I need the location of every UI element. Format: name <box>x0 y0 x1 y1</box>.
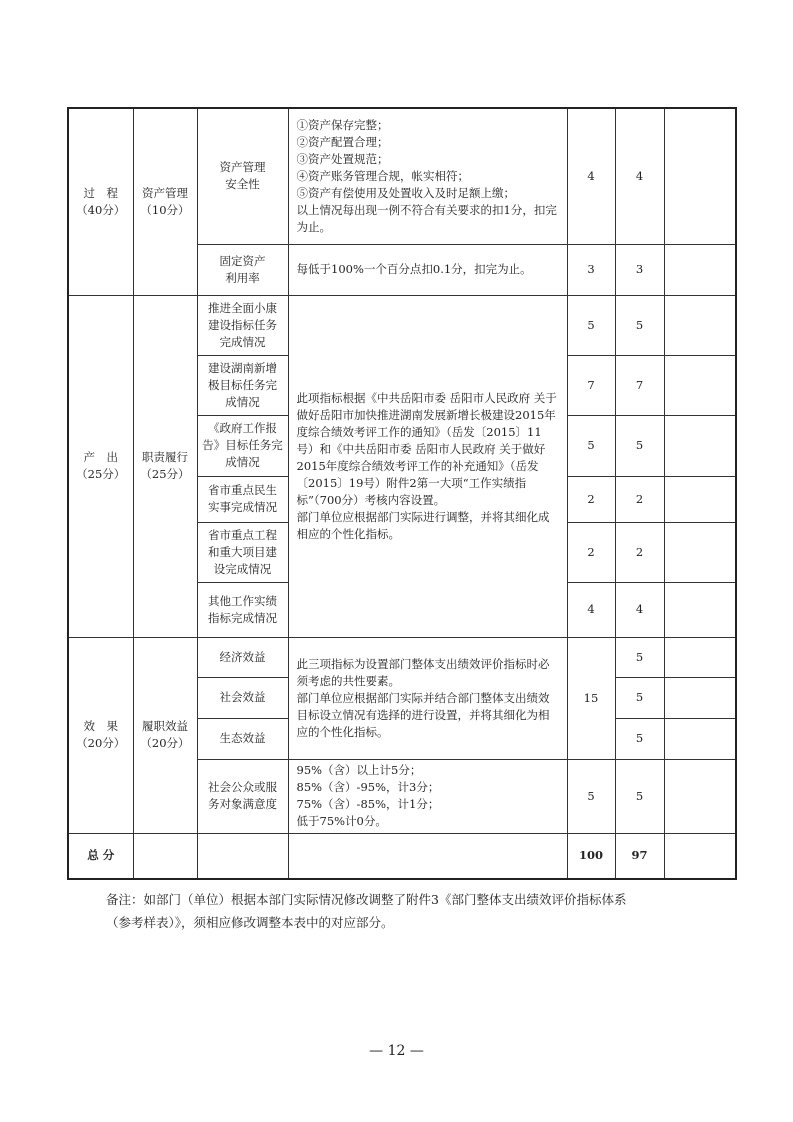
remark-cell <box>664 522 736 582</box>
evaluation-table <box>67 107 737 880</box>
score-cell: 15 <box>567 637 615 759</box>
criteria-cell: 每低于100%一个百分点扣0.1分，扣完为止。 <box>288 244 567 295</box>
got-cell: 2 <box>615 522 664 582</box>
remark-cell <box>664 833 736 879</box>
score-cell: 5 <box>567 415 615 476</box>
indicator-cell: 社会效益 <box>197 677 288 718</box>
score-cell: 3 <box>567 244 615 295</box>
level1-cell: 效 果 （20分） <box>68 637 133 833</box>
score-cell: 2 <box>567 476 615 522</box>
got-cell: 5 <box>615 718 664 759</box>
total-label: 总 分 <box>68 833 133 879</box>
indicator-cell: 固定资产 利用率 <box>197 244 288 295</box>
criteria-cell: 此项指标根据《中共岳阳市委 岳阳市人民政府 关于做好岳阳市加快推进湖南发展新增长极建设2015年度综合绩效考评工作的通知》（岳发〔2015〕11号）和《中共岳阳市委 岳阳市人民政府 关于做好2015年度综合绩效考评工作的补充通知》（岳发〔2015〕19号）附件2第一大项“工作实绩指标”（700分）考核内容设置。 部门单位应根据部门实际进行调整，并将其细化成相应的个性化指标。 <box>288 295 567 637</box>
score-cell: 5 <box>567 295 615 355</box>
got-cell: 7 <box>615 355 664 415</box>
empty-cell <box>197 833 288 879</box>
indicator-cell: 省市重点民生 实事完成情况 <box>197 476 288 522</box>
page-number: — 12 — <box>369 1043 424 1059</box>
got-cell: 5 <box>615 415 664 476</box>
remark-cell <box>664 415 736 476</box>
remark-cell <box>664 677 736 718</box>
indicator-cell: 建设湖南新增 极目标任务完 成情况 <box>197 355 288 415</box>
got-cell: 2 <box>615 476 664 522</box>
level2-cell: 履职效益 （20分） <box>133 637 197 833</box>
got-cell: 3 <box>615 244 664 295</box>
got-cell: 5 <box>615 637 664 677</box>
table-row <box>68 637 736 677</box>
table-row <box>68 295 736 355</box>
table-row <box>68 108 736 244</box>
got-cell: 4 <box>615 108 664 244</box>
remark-cell <box>664 355 736 415</box>
level2-cell: 资产管理 （10分） <box>133 108 197 295</box>
score-cell: 5 <box>567 759 615 833</box>
indicator-cell: 资产管理 安全性 <box>197 108 288 244</box>
indicator-cell: 省市重点工程 和重大项目建 设完成情况 <box>197 522 288 582</box>
got-cell: 4 <box>615 582 664 637</box>
level1-cell: 产 出 （25分） <box>68 295 133 637</box>
empty-cell <box>133 833 197 879</box>
total-score: 100 <box>567 833 615 879</box>
remark-cell <box>664 582 736 637</box>
indicator-cell: 经济效益 <box>197 637 288 677</box>
criteria-cell: 此三项指标为设置部门整体支出绩效评价指标时必须考虑的共性要素。 部门单位应根据部门实际并结合部门整体支出绩效目标设立情况有选择的进行设置，并将其细化为相应的个性化指标。 <box>288 637 567 759</box>
footnote: 备注：如部门（单位）根据本部门实际情况修改调整了附件3《部门整体支出绩效评价指标体系 （参考样表）》，须相应修改调整本表中的对应部分。 <box>106 892 627 930</box>
level2-cell: 职责履行 （25分） <box>133 295 197 637</box>
remark-cell <box>664 637 736 677</box>
got-cell: 5 <box>615 295 664 355</box>
remark-cell <box>664 476 736 522</box>
empty-cell <box>288 833 567 879</box>
indicator-cell: 生态效益 <box>197 718 288 759</box>
got-cell: 5 <box>615 759 664 833</box>
got-cell: 5 <box>615 677 664 718</box>
indicator-cell: 推进全面小康 建设指标任务 完成情况 <box>197 295 288 355</box>
score-cell: 4 <box>567 108 615 244</box>
indicator-cell: 《政府工作报 告》目标任务完 成情况 <box>197 415 288 476</box>
remark-cell <box>664 295 736 355</box>
remark-cell <box>664 759 736 833</box>
score-cell: 2 <box>567 522 615 582</box>
total-row <box>68 833 736 879</box>
indicator-cell: 社会公众或服 务对象满意度 <box>197 759 288 833</box>
criteria-cell: 95%（含）以上计5分； 85%（含）-95%，计3分； 75%（含）-85%，计1分； 低于75%计0分。 <box>288 759 567 833</box>
remark-cell <box>664 108 736 244</box>
level1-cell: 过 程 （40分） <box>68 108 133 295</box>
criteria-cell: ①资产保存完整； ②资产配置合理； ③资产处置规范； ④资产账务管理合规，帐实相符； ⑤资产有偿使用及处置收入及时足额上缴； 以上情况每出现一例不符合有关要求的扣1分，扣完为止。 <box>288 108 567 244</box>
total-got: 97 <box>615 833 664 879</box>
remark-cell <box>664 244 736 295</box>
indicator-cell: 其他工作实绩 指标完成情况 <box>197 582 288 637</box>
score-cell: 4 <box>567 582 615 637</box>
score-cell: 7 <box>567 355 615 415</box>
remark-cell <box>664 718 736 759</box>
